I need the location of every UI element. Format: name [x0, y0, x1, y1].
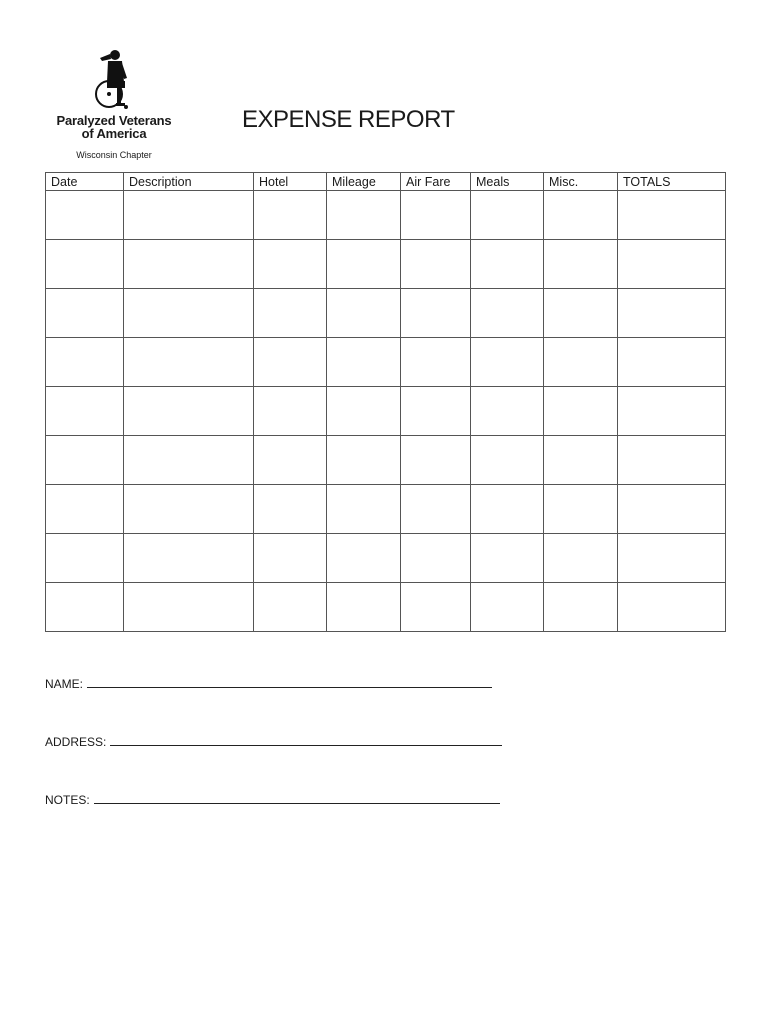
name-label: NAME:: [45, 677, 84, 691]
cell-totals[interactable]: [618, 338, 726, 387]
column-header-totals: TOTALS: [618, 173, 726, 191]
cell-meals[interactable]: [471, 583, 544, 632]
organization-name-line1: Paralyzed Veterans: [56, 113, 172, 128]
cell-mileage[interactable]: [327, 485, 401, 534]
cell-misc[interactable]: [544, 289, 618, 338]
cell-misc[interactable]: [544, 387, 618, 436]
cell-air-fare[interactable]: [401, 436, 471, 485]
cell-mileage[interactable]: [327, 534, 401, 583]
cell-mileage[interactable]: [327, 240, 401, 289]
column-header-air-fare: Air Fare: [401, 173, 471, 191]
table-row: [46, 485, 726, 534]
cell-hotel[interactable]: [254, 191, 327, 240]
cell-air-fare[interactable]: [401, 338, 471, 387]
cell-date[interactable]: [46, 191, 124, 240]
cell-misc[interactable]: [544, 191, 618, 240]
cell-mileage[interactable]: [327, 387, 401, 436]
cell-date[interactable]: [46, 240, 124, 289]
cell-misc[interactable]: [544, 240, 618, 289]
cell-meals[interactable]: [471, 485, 544, 534]
notes-label: NOTES:: [45, 793, 90, 807]
cell-description[interactable]: [124, 534, 254, 583]
cell-hotel[interactable]: [254, 583, 327, 632]
column-header-mileage: Mileage: [327, 173, 401, 191]
table-row: [46, 387, 726, 436]
organization-name: [44, 114, 184, 140]
column-header-description: Description: [124, 173, 254, 191]
cell-description[interactable]: [124, 240, 254, 289]
column-header-misc: Misc.: [544, 173, 618, 191]
cell-meals[interactable]: [471, 191, 544, 240]
table-row: [46, 583, 726, 632]
cell-meals[interactable]: [471, 387, 544, 436]
cell-meals[interactable]: [471, 436, 544, 485]
name-input-line[interactable]: [87, 676, 492, 688]
cell-mileage[interactable]: [327, 289, 401, 338]
cell-date[interactable]: [46, 583, 124, 632]
cell-totals[interactable]: [618, 485, 726, 534]
cell-date[interactable]: [46, 485, 124, 534]
cell-date[interactable]: [46, 387, 124, 436]
cell-totals[interactable]: [618, 534, 726, 583]
cell-misc[interactable]: [544, 338, 618, 387]
cell-totals[interactable]: [618, 583, 726, 632]
cell-totals[interactable]: [618, 240, 726, 289]
organization-logo: [44, 48, 184, 160]
cell-air-fare[interactable]: [401, 240, 471, 289]
cell-hotel[interactable]: [254, 289, 327, 338]
table-row: [46, 240, 726, 289]
cell-air-fare[interactable]: [401, 534, 471, 583]
table-row: [46, 289, 726, 338]
cell-description[interactable]: [124, 338, 254, 387]
table-row: [46, 436, 726, 485]
notes-field: [45, 792, 500, 807]
cell-totals[interactable]: [618, 387, 726, 436]
cell-hotel[interactable]: [254, 387, 327, 436]
address-input-line[interactable]: [110, 734, 502, 746]
cell-meals[interactable]: [471, 289, 544, 338]
cell-description[interactable]: [124, 191, 254, 240]
address-field: [45, 734, 502, 749]
cell-date[interactable]: [46, 436, 124, 485]
cell-air-fare[interactable]: [401, 485, 471, 534]
cell-totals[interactable]: [618, 289, 726, 338]
cell-misc[interactable]: [544, 436, 618, 485]
column-header-hotel: Hotel: [254, 173, 327, 191]
cell-mileage[interactable]: [327, 436, 401, 485]
cell-hotel[interactable]: [254, 338, 327, 387]
table-row: [46, 191, 726, 240]
address-label: ADDRESS:: [45, 735, 107, 749]
cell-hotel[interactable]: [254, 240, 327, 289]
saluting-veteran-wheelchair-icon: [94, 48, 134, 110]
organization-name-line2: of America: [81, 126, 147, 141]
cell-misc[interactable]: [544, 485, 618, 534]
cell-date[interactable]: [46, 289, 124, 338]
cell-misc[interactable]: [544, 534, 618, 583]
table-row: [46, 534, 726, 583]
cell-air-fare[interactable]: [401, 583, 471, 632]
cell-description[interactable]: [124, 436, 254, 485]
cell-description[interactable]: [124, 485, 254, 534]
cell-description[interactable]: [124, 583, 254, 632]
cell-air-fare[interactable]: [401, 191, 471, 240]
name-field: [45, 676, 492, 691]
table-header-row: [46, 173, 726, 191]
cell-hotel[interactable]: [254, 436, 327, 485]
cell-mileage[interactable]: [327, 191, 401, 240]
cell-meals[interactable]: [471, 240, 544, 289]
cell-mileage[interactable]: [327, 338, 401, 387]
notes-input-line[interactable]: [94, 792, 500, 804]
expense-table-body: [46, 191, 726, 632]
cell-totals[interactable]: [618, 436, 726, 485]
expense-table: [45, 172, 726, 632]
column-header-meals: Meals: [471, 173, 544, 191]
cell-air-fare[interactable]: [401, 289, 471, 338]
cell-hotel[interactable]: [254, 485, 327, 534]
cell-air-fare[interactable]: [401, 387, 471, 436]
cell-date[interactable]: [46, 338, 124, 387]
cell-meals[interactable]: [471, 534, 544, 583]
table-row: [46, 338, 726, 387]
cell-description[interactable]: [124, 387, 254, 436]
column-header-date: Date: [46, 173, 124, 191]
cell-totals[interactable]: [618, 191, 726, 240]
cell-description[interactable]: [124, 289, 254, 338]
cell-hotel[interactable]: [254, 534, 327, 583]
page-title: EXPENSE REPORT: [242, 106, 455, 133]
cell-meals[interactable]: [471, 338, 544, 387]
cell-misc[interactable]: [544, 583, 618, 632]
chapter-name: Wisconsin Chapter: [76, 150, 152, 160]
cell-date[interactable]: [46, 534, 124, 583]
cell-mileage[interactable]: [327, 583, 401, 632]
